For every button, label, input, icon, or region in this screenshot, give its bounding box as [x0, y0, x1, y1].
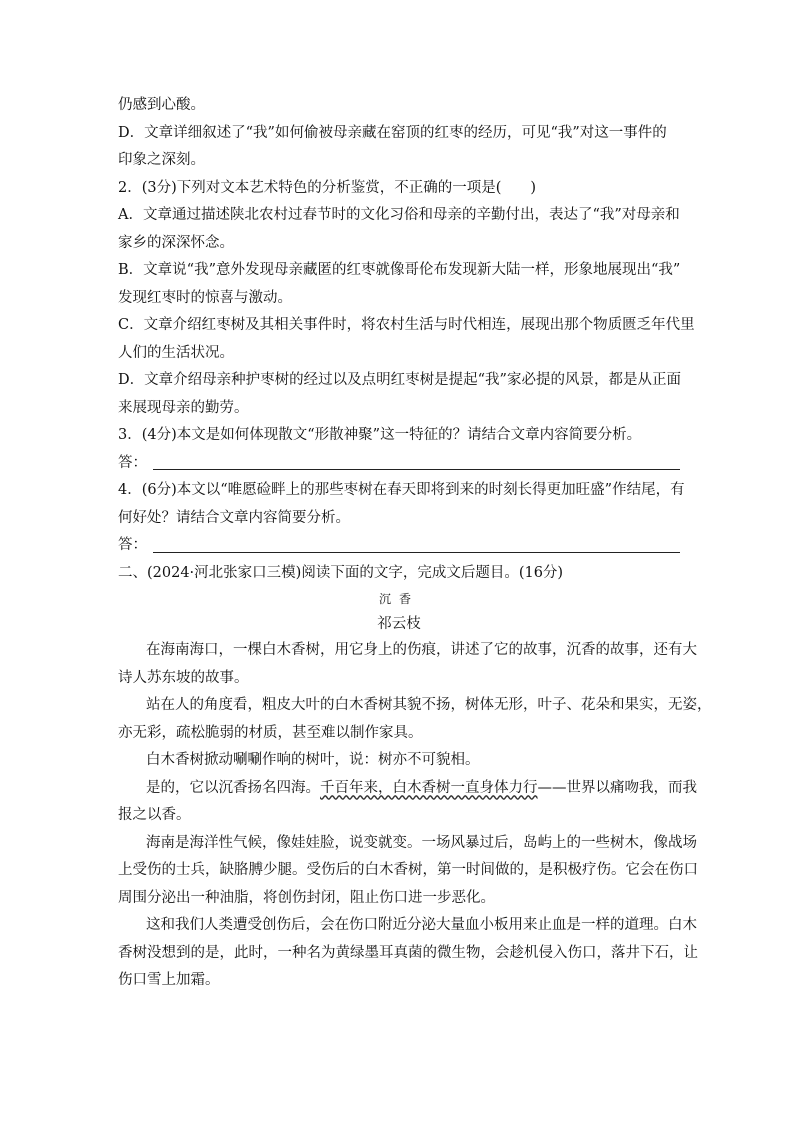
option-a-line: A．文章通过描述陕北农村过春节时的文化习俗和母亲的辛勤付出，表达了“我”对母亲和: [118, 207, 680, 223]
text-span: 是的，它以沉香扬名四海。: [146, 779, 320, 796]
article-title: 沉香: [378, 592, 419, 606]
paragraph-line: [118, 775, 697, 803]
text-line: 何好处？请结合文章内容简要分析。: [118, 509, 350, 526]
paragraph-line: 伤口雪上加霜。: [118, 972, 220, 988]
question-2: 2．(3分)下列对文本艺术特色的分析鉴赏，不正确的一项是( ): [118, 179, 537, 196]
paragraph-line: 诗人苏东坡的故事。: [118, 669, 249, 686]
text-line: 人们的生活状况。: [118, 344, 234, 361]
paragraph-line: 亦无彩，疏松脆弱的材质，甚至难以制作家具。: [118, 724, 423, 741]
paragraph-line: 周围分泌出一种油脂，将创伤封闭，阻止伤口进一步恶化。: [118, 889, 495, 906]
answer-field-q3[interactable]: [118, 450, 680, 478]
answer-field-q4[interactable]: [118, 532, 680, 560]
paragraph-line: 报之以香。: [118, 807, 191, 823]
answer-rule: [153, 468, 680, 470]
paragraph-line: 香树没想到的是，此时，一种名为黄绿墨耳真菌的微生物，会趁机侵入伤口，落井下石，让: [118, 944, 698, 961]
answer-label: 答：: [118, 537, 147, 553]
underlined-phrase: 千百年来，白木香树一直身体力行: [320, 779, 538, 796]
document-page: [118, 92, 712, 995]
paragraph-line: 上受伤的士兵，缺胳膊少腿。受伤后的白木香树，第一时间做的，是积极疗伤。它会在伤口: [118, 862, 698, 878]
paragraph-line: 这和我们人类遭受创伤后，会在伤口附近分泌大量血小板用来止血是一样的道理。白木: [146, 917, 697, 933]
answer-label: 答：: [118, 454, 147, 471]
option-c-line: C．文章介绍红枣树及其相关事件时，将农村生活与时代相连，展现出那个物质匮乏年代里: [118, 317, 695, 333]
text-span: ——世界以痛吻我，而我: [537, 779, 697, 796]
text-line: 家乡的深深怀念。: [118, 234, 234, 251]
text-line: 仍感到心酸。: [118, 97, 205, 113]
text-line: 来展现母亲的勤劳。: [118, 399, 249, 416]
paragraph-line: 在海南海口，一棵白木香树，用它身上的伤痕，讲述了它的故事，沉香的故事，还有大: [146, 642, 697, 658]
paragraph-line: 站在人的角度看，粗皮大叶的白木香树其貌不扬，树体无形，叶子、花朵和果实，无姿，: [146, 697, 712, 713]
paragraph-line: 海南是海洋性气候，像娃娃脸，说变就变。一场风暴过后，岛屿上的一些树木，像战场: [146, 834, 697, 851]
question-3: 3．(4分)本文是如何体现散文“形散神聚”这一特征的？请结合文章内容简要分析。: [118, 427, 642, 443]
option-b-line: B．文章说“我”意外发现母亲藏匿的红枣就像哥伦布发现新大陆一样，形象地展现出“我”: [118, 262, 681, 278]
option-d-line: D．文章详细叙述了“我”如何偷被母亲藏在窑顶的红枣的经历，可见“我”对这一事件的: [118, 124, 667, 141]
article-author: 祁云枝: [377, 616, 421, 632]
text-line: 印象之深刻。: [118, 152, 205, 168]
paragraph-line: 白木香树掀动唰唰作响的树叶，说：树亦不可貌相。: [146, 752, 480, 768]
answer-rule: [153, 551, 680, 553]
text-line: 发现红枣时的惊喜与激动。: [118, 289, 292, 306]
question-4: 4．(6分)本文以“唯愿硷畔上的那些枣树在春天即将到来的时刻长得更加旺盛”作结尾，有: [118, 482, 685, 498]
option-d2-line: D．文章介绍母亲种护枣树的经过以及点明红枣树是提起“我”家必提的风景，都是从正面: [118, 372, 681, 388]
section-2-heading: 二、(2024·河北张家口三模)阅读下面的文字，完成文后题目。(16分): [118, 564, 564, 581]
